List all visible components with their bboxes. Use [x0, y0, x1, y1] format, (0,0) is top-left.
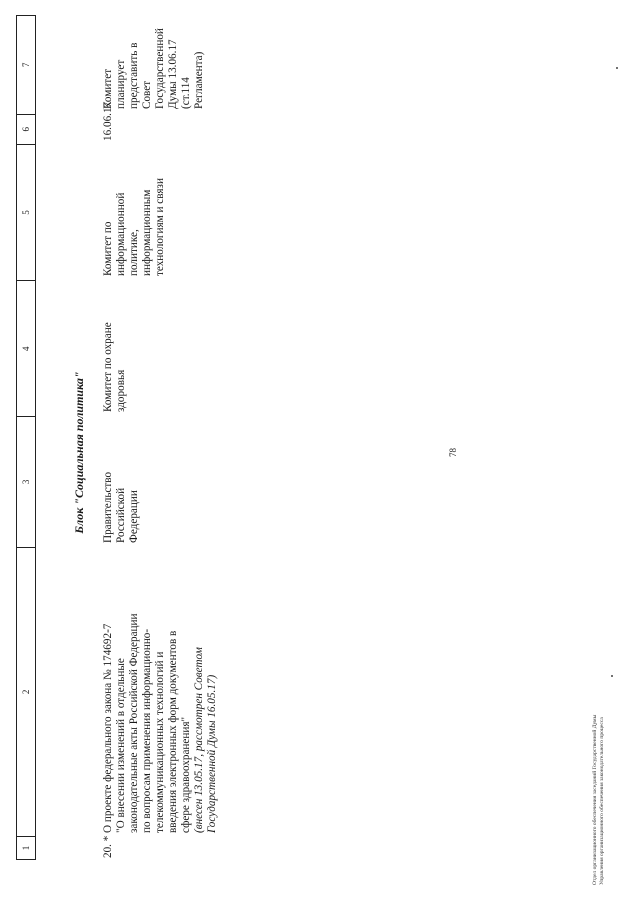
table-row [102, 15, 219, 860]
description-line: сфере здравоохранения" [180, 716, 192, 833]
scan-speck [616, 67, 618, 69]
column-header-5: 5 [17, 144, 35, 281]
column-header-2: 2 [17, 547, 35, 836]
responsible-committee-line: здоровья [115, 369, 127, 412]
plan-line: представить в Совет [128, 42, 153, 109]
footer-line: Управления организационного обеспечения законодательного процесса [599, 717, 605, 885]
footer-note [592, 585, 606, 885]
description-line: по вопросам применения информационно- [141, 628, 153, 833]
plan-line: Комитет планирует [102, 59, 127, 109]
column-header-1: 1 [17, 836, 35, 859]
column-header-6: 6 [17, 114, 35, 144]
co-committee-line: политике, [128, 229, 140, 276]
co-committee-line: информационным [141, 189, 153, 276]
description-line: телекоммуникационных технологий и [154, 651, 166, 833]
plan-line: (ст.114 Регламента) [180, 51, 205, 109]
consideration-date: 16.06.17 [102, 101, 114, 141]
table-header-row [16, 15, 36, 860]
description-line: О проекте федерального закона № 174692-7 [102, 623, 114, 833]
page-number: 78 [448, 448, 458, 457]
initiator-line: Российской [115, 487, 127, 543]
plan-line: Думы 13.06.17 [167, 39, 179, 109]
plan-note [102, 15, 219, 113]
scan-speck [611, 675, 613, 677]
responsible-committee-line: Комитет по охране [102, 322, 114, 412]
plan-line: Государственной [154, 28, 166, 109]
description-note-line: Государственной Думы 16.05.17) [206, 674, 218, 833]
initiator-line: Федерации [128, 490, 140, 543]
co-committee-line: информационной [115, 192, 127, 276]
co-committee-line: Комитет по [102, 221, 114, 276]
description-line: "О внесении изменений в отдельные [115, 658, 127, 833]
bill-description [102, 547, 219, 837]
block-title: Блок "Социальная политика" [72, 371, 86, 534]
responsible-committee [102, 280, 219, 416]
description-line: законодательные акты Российской Федерации [128, 613, 140, 833]
initiator [102, 416, 219, 547]
description-note-line: (внесен 13.05.17, рассмотрен Советом [193, 647, 205, 833]
row-number: 20. * [102, 835, 114, 858]
co-committee-line: технологиям и связи [154, 178, 166, 276]
co-executor-committee [102, 143, 219, 280]
column-header-4: 4 [17, 280, 35, 416]
column-header-3: 3 [17, 416, 35, 547]
footer-line: Отдел организационного обеспечения заседаний Государственной Думы [592, 714, 598, 885]
column-header-7: 7 [21, 62, 31, 68]
description-line: введения электронных форм документов в [167, 630, 179, 833]
initiator-line: Правительство [102, 471, 114, 543]
